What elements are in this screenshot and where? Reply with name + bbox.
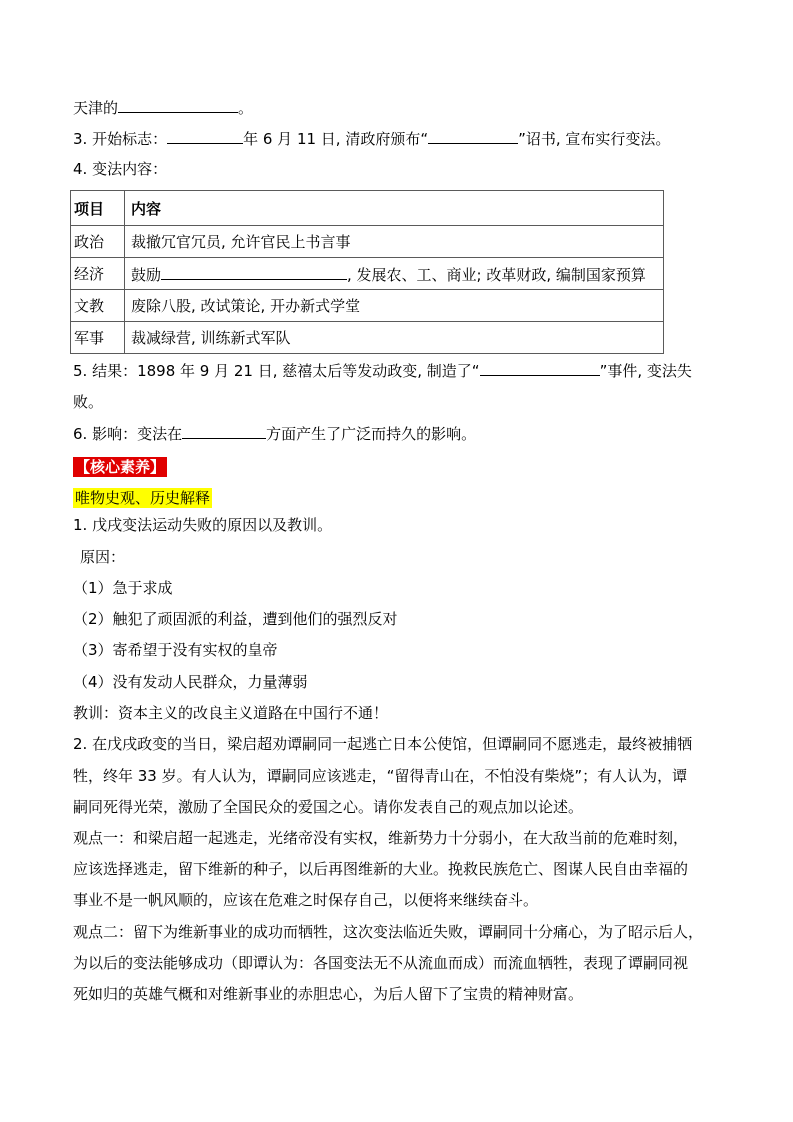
header-item: 项目 (71, 191, 125, 226)
row-content-text: 鼓励 (131, 265, 162, 284)
row-item: 文教 (71, 290, 125, 322)
line-tianjin (73, 96, 253, 119)
tianjin-end: 。 (238, 99, 254, 117)
row-content (125, 290, 664, 322)
core-subtitle: 唯物史观、历史解释 (75, 489, 211, 507)
row-item: 军事 (71, 322, 125, 354)
blank-encourage (161, 263, 347, 280)
start-sign-label: 3. 开始标志： (73, 130, 168, 148)
view-1-line: 事业不是一帆风顺的，应该在危难之时保存自己，以便将来继续奋斗。 (73, 891, 539, 909)
row-content (125, 226, 664, 258)
reason-item: （3）寄希望于没有实权的皇帝 (73, 641, 278, 659)
question-1: 1. 戊戌变法运动失败的原因以及教训。 (73, 516, 333, 534)
line-result (73, 359, 692, 382)
row-content (125, 322, 664, 354)
impact-text: 6. 影响：变法在 (73, 425, 183, 443)
view-1-line: 观点一：和梁启超一起逃走，光绪帝没有实权，维新势力十分弱小，在大敌当前的危难时刻， (73, 829, 689, 847)
line-result-cont: 败。 (73, 393, 104, 411)
core-subtitle-line (73, 487, 212, 509)
blank-tianjin (118, 96, 238, 113)
row-content-text: 裁撤冗官冗员, 允许官民上书言事 (131, 233, 351, 251)
row-item: 经济 (71, 258, 125, 290)
reason-item: （1）急于求成 (73, 579, 173, 597)
view-2-line: 死如归的英雄气概和对维新事业的赤胆忠心，为后人留下了宝贵的精神财富。 (73, 985, 584, 1003)
view-1-line: 应该选择逃走，留下维新的种子，以后再图维新的大业。挽救民族危亡、图谋人民自由幸福的 (73, 860, 689, 878)
row-content-text: 裁减绿营, 训练新式军队 (131, 329, 291, 347)
blank-incident (480, 359, 600, 376)
reason-item: （2）触犯了顽固派的利益，遭到他们的强烈反对 (73, 610, 398, 628)
result-text-2: ”事件, 变法失 (599, 362, 692, 380)
row-content-text: 废除八股, 改试策论, 开办新式学堂 (131, 297, 361, 315)
table-row (71, 226, 664, 258)
impact-text-2: 方面产生了广泛而持久的影响。 (266, 425, 477, 443)
start-sign-text: 年 6 月 11 日, 清政府颁布“ (243, 130, 429, 148)
view-2-line: 为以后的变法能够成功（即谭认为：各国变法无不从流血而成）而流血牺牲，表现了谭嗣同视 (73, 954, 689, 972)
tianjin-text: 天津的 (73, 99, 119, 117)
result-text: 5. 结果：1898 年 9 月 21 日, 慈禧太后等发动政变, 制造了“ (73, 362, 480, 380)
start-sign-end: ”诏书, 宣布实行变法。 (518, 130, 671, 148)
line-impact (73, 422, 476, 445)
reason-item: （4）没有发动人民群众，力量薄弱 (73, 673, 308, 691)
table-row (71, 290, 664, 322)
blank-aspect (182, 422, 266, 439)
table-row (71, 258, 664, 290)
table-header-row (71, 191, 664, 226)
row-content-text-2: , 发展农、工、商业; 改革财政, 编制国家预算 (347, 265, 646, 284)
core-literacy-title: 【核心素养】 (75, 458, 166, 476)
question-2-line: 牲，终年 33 岁。有人认为，谭嗣同应该逃走，“留得青山在，不怕没有柴烧”；有人认为，谭 (73, 767, 688, 785)
view-2-line: 观点二：留下为维新事业的成功而牺牲，这次变法临近失败，谭嗣同十分痛心，为了昭示后人， (73, 923, 704, 941)
question-2-line: 2. 在戊戌政变的当日，梁启超劝谭嗣同一起逃亡日本公使馆，但谭嗣同不愿逃走，最终被捕牺 (73, 735, 693, 753)
row-content (125, 258, 664, 290)
line-content-heading: 4. 变法内容： (73, 160, 168, 178)
reform-content-table (70, 190, 664, 354)
table-row (71, 322, 664, 354)
reason-label: 原因： (80, 548, 126, 566)
core-title-line (73, 456, 167, 478)
row-item: 政治 (71, 226, 125, 258)
line-start-sign (73, 127, 670, 150)
question-2-line: 嗣同死得光荣，激励了全国民众的爱国之心。请你发表自己的观点加以论述。 (73, 798, 584, 816)
header-content: 内容 (125, 191, 664, 226)
lesson-text: 教训：资本主义的改良主义道路在中国行不通！ (73, 704, 389, 722)
blank-edict (428, 127, 518, 144)
blank-year (167, 127, 243, 144)
